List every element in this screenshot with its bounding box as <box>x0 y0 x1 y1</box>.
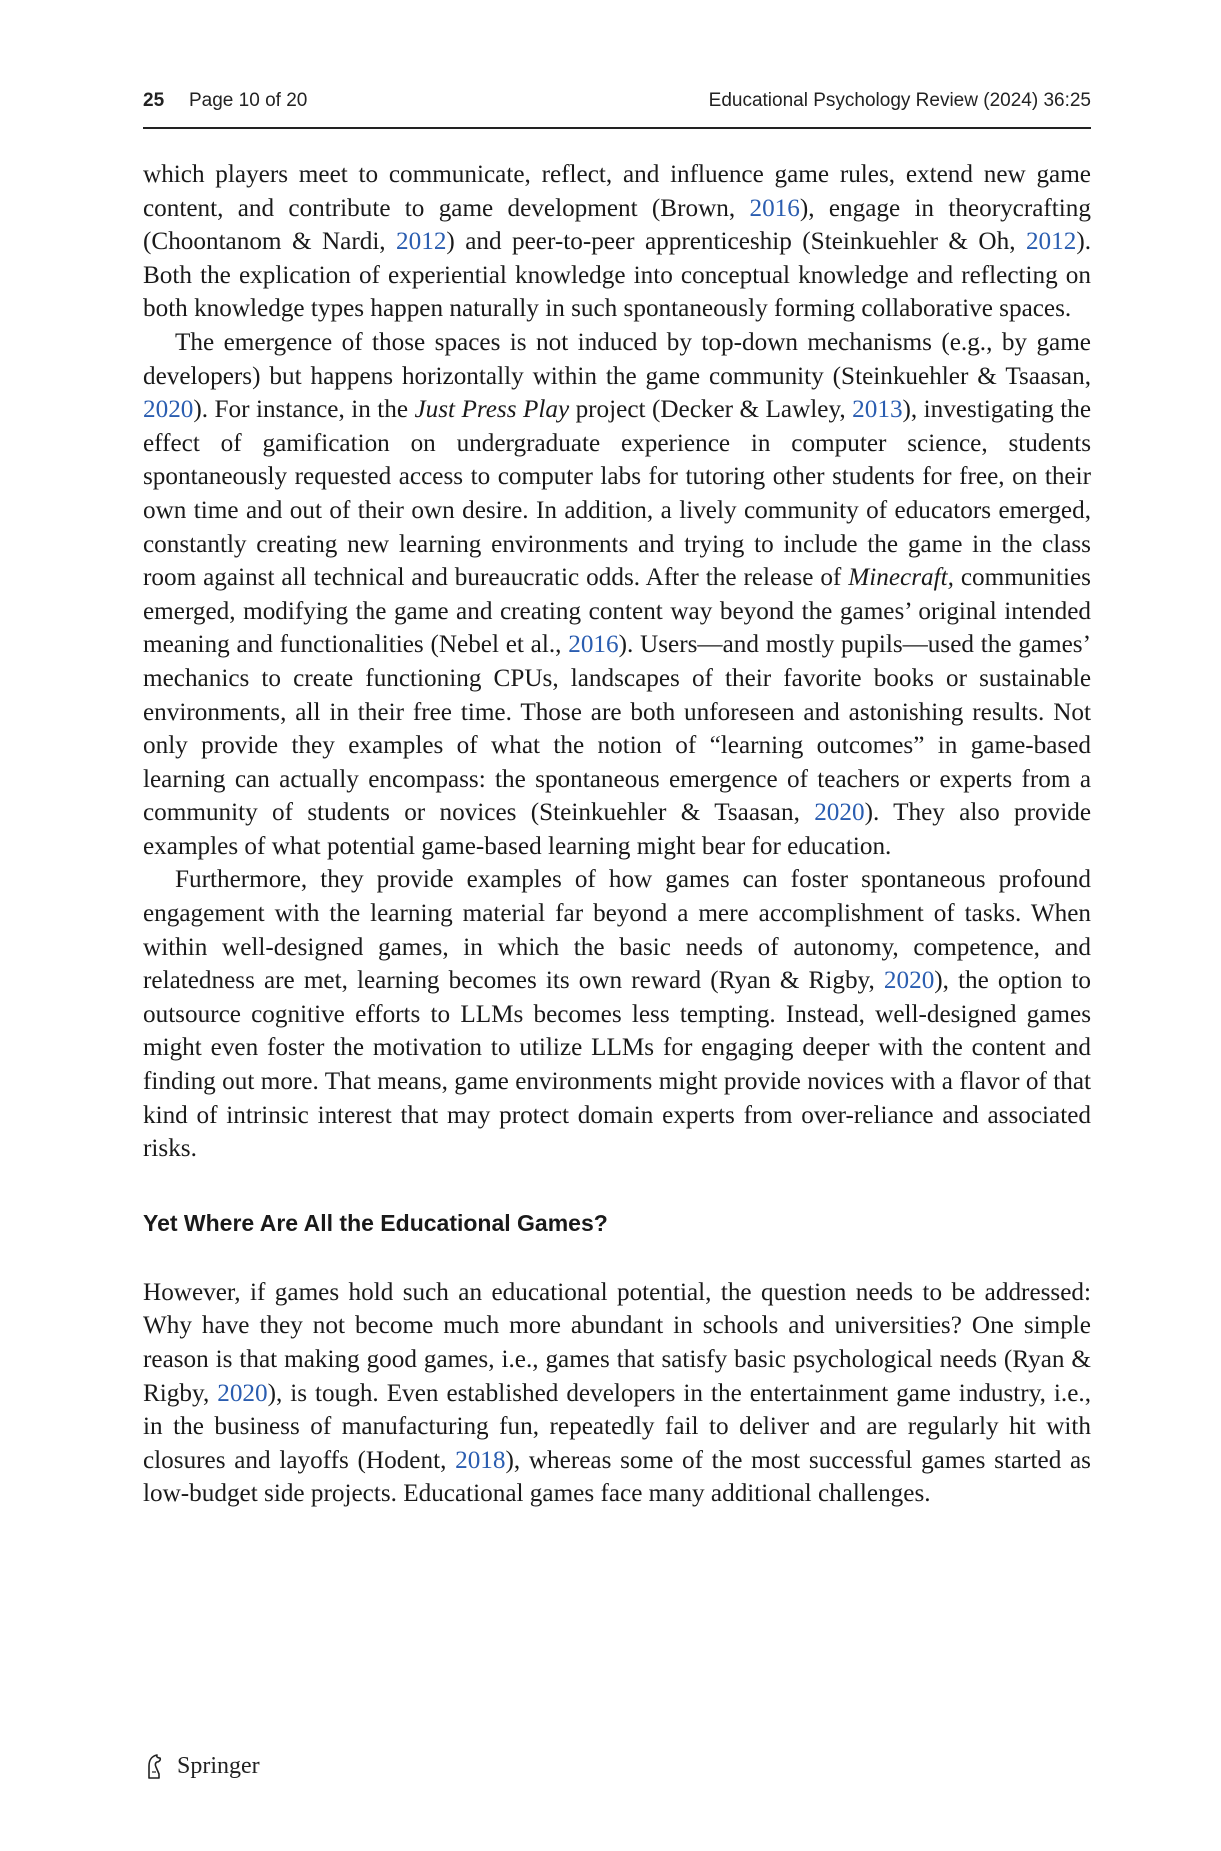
citation-link[interactable]: 2020 <box>143 396 194 424</box>
citation-link[interactable]: 2018 <box>455 1446 506 1474</box>
page-number: 25 <box>143 90 165 111</box>
paragraph-4 <box>143 1276 1091 1511</box>
paragraph-3 <box>143 863 1091 1165</box>
page-of-label: Page 10 of 20 <box>189 90 308 111</box>
paragraph-text: ) and peer-to-peer apprenticeship (Steinkuehler & Oh, <box>446 228 1026 256</box>
citation-link[interactable]: 2020 <box>883 967 935 995</box>
paragraph-text: ), whereas some of the most successful games started as low-budget side projects. Educational games face many additional challenges. <box>143 1446 1091 1508</box>
paragraph-text: ), is tough. Even established developers in the entertainment game industry, i.e., in the business of manufacturing fun, repeatedly fail to deliver and are regularly hit with closures and layoffs (Hodent, <box>143 1379 1091 1474</box>
citation-link[interactable]: 2013 <box>852 396 903 424</box>
paragraph-2 <box>143 326 1091 864</box>
paragraph-text: communities emerged, modifying the game and creating content way beyond the games’ original intended meaning and functionalities (Nebel et al., <box>143 564 1091 659</box>
journal-citation: Educational Psychology Review (2024) 36:25 <box>708 90 1091 111</box>
paragraph-text: ). For instance, in the <box>193 396 415 424</box>
paragraph-text: ), the option to outsource cognitive efforts to LLMs becomes less tempting. Instead, well-designed games might even foster the motivation to utilize LLMs for engaging deeper with the content and finding out more. That means, game environments might provide novices with a flavor of that kind of intrinsic interest that may protect domain experts from over-reliance and associated risks. <box>143 967 1091 1163</box>
paragraph-text: ). Both the explication of experiential knowledge into conceptual knowledge and reflecting on both knowledge types happen naturally in such spontaneously forming collaborative spaces. <box>143 228 1091 323</box>
italic-title: Just Press Play <box>414 396 570 424</box>
paragraph-text: ), investigating the effect of gamification on undergraduate experience in computer science, students spontaneously requested access to computer labs for tutoring other students for free, on their own time and out of their own desire. In addition, a lively community of educators emerged, constantly creating new learning environments and trying to include the game in the class room against all technical and bureaucratic odds. After the release of <box>143 396 1091 592</box>
publisher-name: Springer <box>177 1752 260 1779</box>
paragraph-text: The emergence of those spaces is not induced by top-down mechanisms (e.g., by game developers) but happens horizontally within the game community (Steinkuehler & Tsaasan, <box>143 328 1091 390</box>
paragraph-1 <box>143 158 1091 326</box>
running-header <box>143 86 1091 120</box>
paragraph-text: project (Decker & Lawley, <box>569 396 853 424</box>
publisher-footer <box>143 1752 260 1788</box>
italic-title: Minecraft, <box>848 564 954 592</box>
section-heading: Yet Where Are All the Educational Games? <box>143 1209 608 1236</box>
paragraph-text: ). They also provide examples of what potential game-based learning might bear for education. <box>143 799 1091 860</box>
citation-link[interactable]: 2020 <box>814 799 865 827</box>
header-rule <box>143 127 1091 129</box>
citation-link[interactable]: 2020 <box>217 1379 268 1407</box>
springer-horse-icon <box>143 1752 165 1780</box>
paragraph-text: which players meet to communicate, reflect, and influence game rules, extend new game content, and contribute to game development (Brown, <box>143 161 1091 222</box>
paragraph-text: ). Users—and mostly pupils—used the games’ mechanics to create functioning CPUs, landscapes of their favorite books or sustainable environments, all in their free time. Those are both unforeseen and astonishing results. Not only provide they examples of what the notion of “learning outcomes” in game-based learning can actually encompass: the spontaneous emergence of teachers or experts from a community of students or novices (Steinkuehler & Tsaasan, <box>143 631 1091 827</box>
paragraph-text: ), engage in theorycrafting (Choontanom & Nardi, <box>143 194 1091 256</box>
citation-link[interactable]: 2012 <box>1025 228 1077 256</box>
citation-link[interactable]: 2016 <box>568 631 619 659</box>
paragraph-text: Furthermore, they provide examples of how games can foster spontaneous profound engagement with the learning material far beyond a mere accomplishment of tasks. When within well-designed games, in which the basic needs of autonomy, competence, and relatedness are met, learning becomes its own reward (Ryan & Rigby, <box>143 866 1091 995</box>
paragraph-text: However, if games hold such an educational potential, the question needs to be addressed: Why have they not become much more abundant in schools and universities? One simple reason is that making good games, i.e., games that satisfy basic psychological needs (Ryan & Rigby, <box>143 1278 1091 1407</box>
citation-link[interactable]: 2016 <box>749 194 800 222</box>
article-body <box>143 158 1091 1511</box>
citation-link[interactable]: 2012 <box>396 228 447 256</box>
